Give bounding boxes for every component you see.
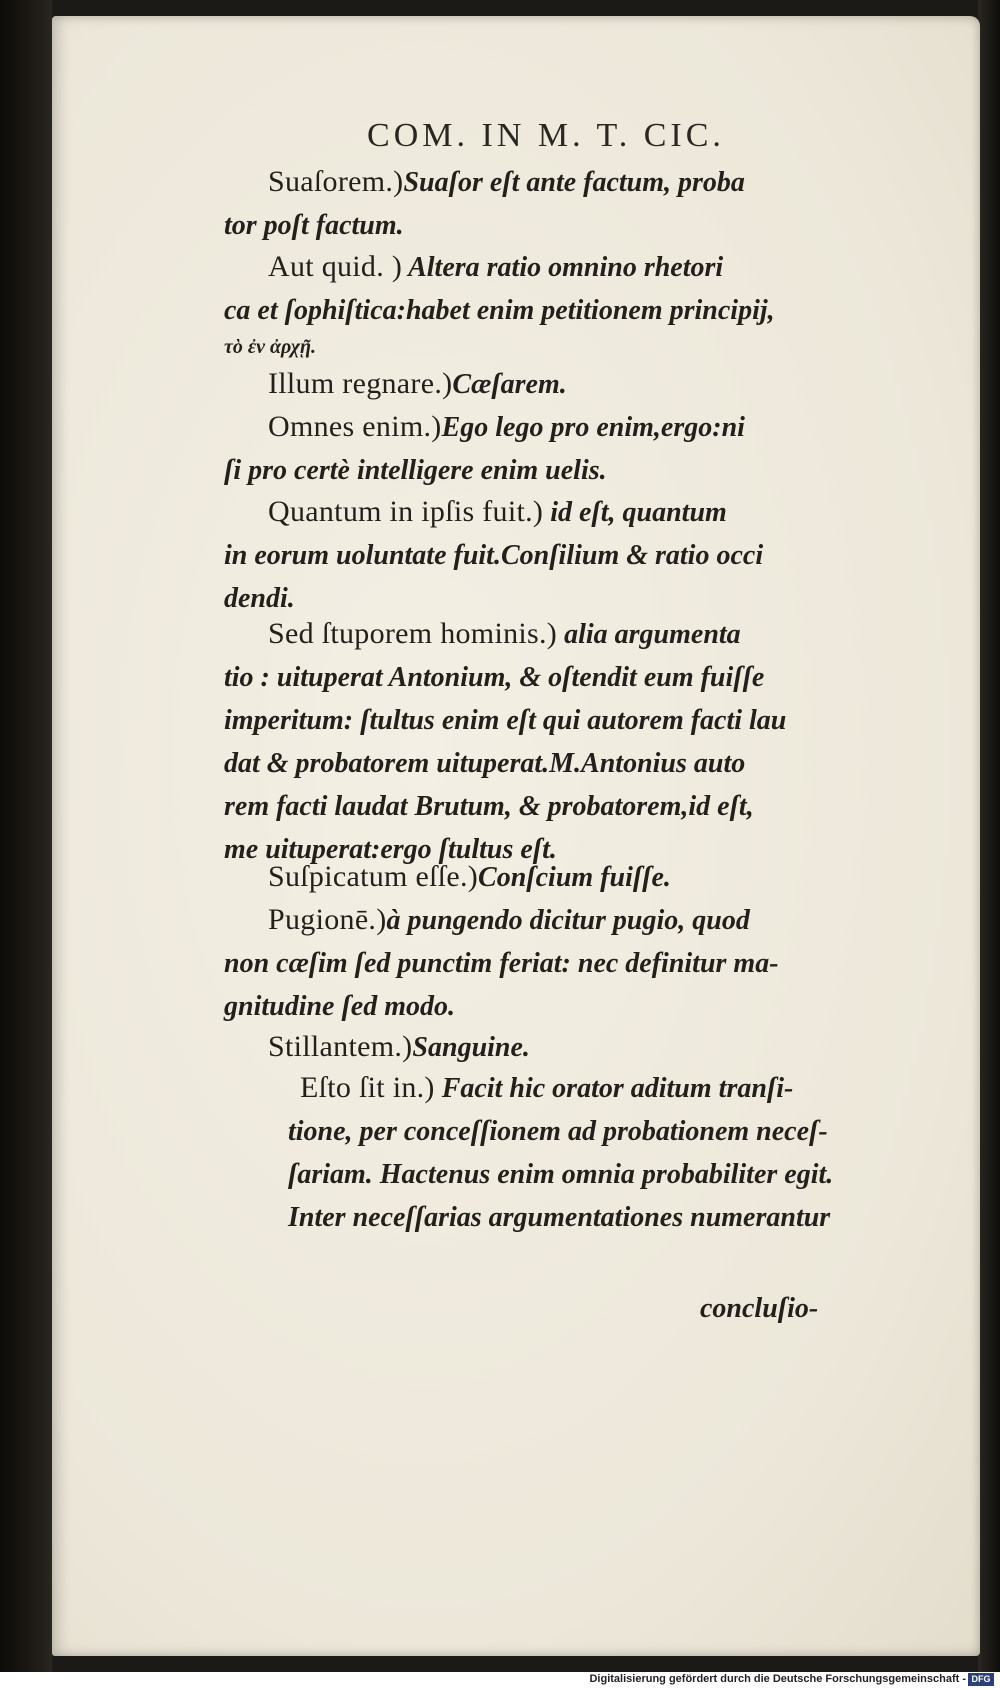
- lemma: Sed ſtuporem hominis.): [268, 617, 558, 650]
- commentary-entry: [224, 898, 896, 1028]
- gloss-line: me uituperat:ergo ſtultus eſt.: [224, 834, 557, 865]
- commentary-entry: [224, 160, 896, 247]
- lemma: Stillantem.): [268, 1030, 413, 1063]
- lemma: Illum regnare.): [268, 367, 453, 400]
- gloss-line: ca et ſophiſtica:habet enim petitionem principij,: [224, 295, 775, 326]
- greek-gloss: τὸ ἐν ἀρχῇ.: [224, 336, 316, 358]
- dfg-logo: DFG: [968, 1673, 994, 1686]
- gloss-line: in eorum uoluntate fuit.Conſilium & ratio occi: [224, 540, 764, 571]
- gloss-line: dendi.: [224, 583, 295, 614]
- gloss: à pungendo dicitur pugio, quod: [386, 905, 750, 936]
- gloss: Ego lego pro enim,ergo:ni: [441, 412, 745, 443]
- catchword: concluſio-: [700, 1293, 819, 1324]
- gloss-line: gnitudine ſed modo.: [224, 991, 456, 1022]
- gloss-line: dat & probatorem uituperat.M.Antonius auto: [224, 748, 746, 779]
- gloss: Sanguine.: [412, 1032, 530, 1063]
- commentary-entry: [268, 1025, 896, 1069]
- gloss-line: ſi pro certè intelligere enim uelis.: [224, 455, 607, 486]
- lemma: Eſto ſit in.): [300, 1071, 435, 1104]
- lemma: Suſpicatum eſſe.): [268, 860, 479, 893]
- lemma: Omnes enim.): [268, 410, 442, 443]
- lemma: Suaſorem.): [268, 165, 404, 198]
- gloss: Suaſor eſt ante factum, proba: [403, 167, 745, 198]
- commentary-entry: [224, 245, 896, 362]
- gloss-line: tor poſt factum.: [224, 210, 404, 241]
- gloss-line: ſariam. Hactenus enim omnia probabiliter egit.: [288, 1159, 834, 1190]
- lemma: Quantum in ipſis fuit.): [268, 495, 544, 528]
- commentary-entry: [268, 855, 896, 899]
- gloss-line: non cæſim ſed punctim feriat: nec definitur ma-: [224, 948, 779, 979]
- gloss-line: tio : uituperat Antonium, & oſtendit eum fuiſſe: [224, 662, 765, 693]
- gloss: Cæſarem.: [452, 369, 567, 400]
- gloss: alia argumenta: [557, 619, 741, 650]
- gloss: id eſt, quantum: [543, 497, 727, 528]
- gloss-line: imperitum: ſtultus enim eſt qui autorem facti lau: [224, 705, 787, 736]
- digitization-credit: Digitalisierung gefördert durch die Deutsche Forschungsgemeinschaft -: [589, 1673, 966, 1685]
- book-edge: [978, 0, 1000, 1690]
- lemma: Pugionē.): [268, 903, 387, 936]
- lemma: Aut quid. ): [268, 250, 403, 283]
- gloss: Facit hic orator aditum tranſi-: [434, 1073, 794, 1104]
- commentary-entry: [224, 405, 896, 492]
- gloss: Altera ratio omnino rhetori: [402, 252, 724, 283]
- commentary-entry: [288, 1066, 892, 1239]
- gloss-line: rem facti laudat Brutum, & probatorem,id eſt,: [224, 791, 754, 822]
- book-gutter: [0, 0, 52, 1690]
- commentary-entry: [268, 362, 896, 406]
- commentary-entry: [224, 490, 896, 620]
- commentary-entry: [224, 612, 896, 871]
- gloss: Conſcium fuiſſe.: [478, 862, 671, 893]
- gloss-line: Inter neceſſarias argumentationes numerantur: [288, 1202, 831, 1233]
- running-title: COM. IN M. T. CIC.: [367, 117, 725, 154]
- gloss-line: tione, per conceſſionem ad probationem neceſ-: [288, 1116, 828, 1147]
